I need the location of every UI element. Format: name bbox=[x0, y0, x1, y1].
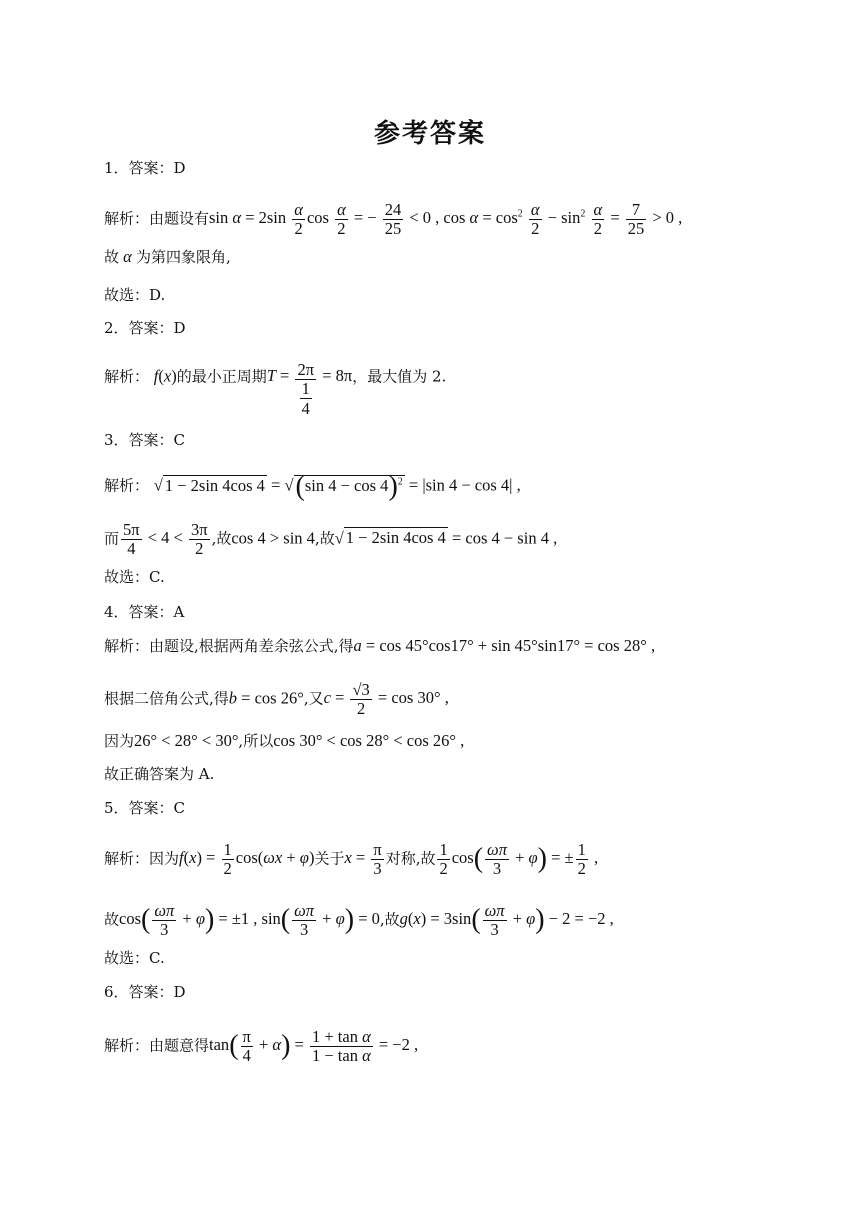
conclusion-prefix: 故 bbox=[104, 248, 120, 266]
analysis-4-text: 解析：由题设,根据两角差余弦公式,得 bbox=[104, 637, 354, 655]
mid1: ,故 bbox=[211, 529, 232, 548]
analysis-2-tail: ，最大值为 2. bbox=[352, 367, 447, 386]
analysis-4-line4: 故正确答案为 A. bbox=[104, 765, 215, 783]
answer-2: 2．答案：D bbox=[104, 319, 186, 337]
analysis-5: 解析：因为f(x) = $\frac{1}{2}$ cos(ωx + φ)关于x = $\frac{\pi}{3}$ 对称,故 $\frac{1}{2}$ cos( $\frac{\omega\pi}{3}$ + φ) = ± $\frac{1}{2}$ , bbox=[104, 840, 599, 878]
analysis-3-line2: 而 $\frac{5\pi}{4}$ < 4 < $\frac{3\pi}{2}$ ,故cos 4 > sin 4,故√ 1 − 2sin 4cos 4 = cos 4 − sin 4 , bbox=[104, 520, 558, 558]
analysis-4-line3: 因为26° < 28° < 30°,所以cos 30° < cos 28° < cos 26° , bbox=[104, 731, 465, 750]
answer-1: 1．答案：D bbox=[104, 159, 186, 177]
analysis-2-label: 解析： bbox=[104, 367, 150, 386]
line2-prefix: 而 bbox=[104, 529, 120, 548]
frac-num-24: 24 bbox=[384, 200, 402, 219]
frac-den-25: 25 bbox=[384, 219, 402, 238]
analysis-1: 解析：由题设有sin α = 2sin $\frac{\alpha}{2}$ cos $\frac{\alpha}{2}$ = − $\frac{24}{25}$ < 0 , $\cos \alpha = \cos^2$ $\frac{\alpha}{2}$ − $\sin^2$ $\frac{\alpha}{2}$ = $\frac{7}{25}$ > 0 , bbox=[104, 200, 683, 238]
line2-mid: ,又 bbox=[303, 689, 324, 708]
choice-1: 故选：D. bbox=[104, 286, 166, 304]
answer-4: 4．答案：A bbox=[104, 603, 185, 621]
choice-5: 故选：C. bbox=[104, 949, 165, 967]
answer-3: 3．答案：C bbox=[104, 431, 186, 449]
analysis-5-label: 解析：因为 bbox=[104, 849, 180, 868]
frac-num-7: 7 bbox=[631, 200, 641, 219]
answer-6: 6．答案：D bbox=[104, 983, 186, 1001]
analysis-5-line2: 故cos( $\frac{\omega\pi}{3}$ + φ) = ±1 , sin( $\frac{\omega\pi}{3}$ + φ) = 0,故g(x) = 3sin( $\frac{\omega\pi}{3}$ + φ) − 2 = −2 , bbox=[104, 901, 614, 939]
conclusion-text: 为第四象限角, bbox=[135, 248, 231, 266]
analysis-6: 解析：由题意得tan( $\frac{\pi}{4}$ + α) = $\frac{\text{1 + tan α}}{\text{1 − tan α}}$ = −2 , bbox=[104, 1027, 419, 1065]
analysis-6-label: 解析：由题意得 bbox=[104, 1036, 210, 1055]
comma-gu: ,故 bbox=[379, 910, 400, 929]
analysis-2: 解析： f(x)的最小正周期T = $\frac{2\pi}{\frac{1}{4}}$ = 8π，最大值为 2. bbox=[104, 360, 447, 418]
analysis-3: 解析： √ 1 − 2sin 4cos 4 = √(sin 4 − cos 4)$^2$ = |sin 4 − cos 4| , bbox=[104, 470, 521, 502]
sym: 对称,故 bbox=[385, 849, 436, 868]
frac-den-25b: 25 bbox=[627, 219, 645, 238]
analysis-4-line2: 根据二倍角公式,得b = cos 26°,又c = $\frac{√3}{2}$ = cos 30° , bbox=[104, 680, 449, 718]
line2-prefix: 根据二倍角公式,得 bbox=[104, 689, 229, 708]
line3-prefix: 因为 bbox=[104, 732, 135, 750]
line3-mid: ,所以 bbox=[238, 732, 274, 750]
analysis-2-mid: 的最小正周期 bbox=[176, 367, 267, 386]
choice-3: 故选：C. bbox=[104, 568, 165, 586]
analysis-1-label: 解析：由题设有 bbox=[104, 209, 210, 228]
answer-5: 5．答案：C bbox=[104, 799, 186, 817]
analysis-4: 解析：由题设,根据两角差余弦公式,得a = cos 45°cos17° + sin 45°sin17° = cos 28° , bbox=[104, 636, 656, 655]
analysis-1-conclusion: 故 α 为第四象限角, bbox=[104, 247, 231, 266]
analysis-3-label: 解析： bbox=[104, 476, 150, 495]
about: 关于 bbox=[314, 849, 345, 868]
mid2: ,故 bbox=[314, 529, 335, 548]
gu: 故 bbox=[104, 910, 120, 929]
page-title: 参考答案 bbox=[373, 119, 486, 149]
